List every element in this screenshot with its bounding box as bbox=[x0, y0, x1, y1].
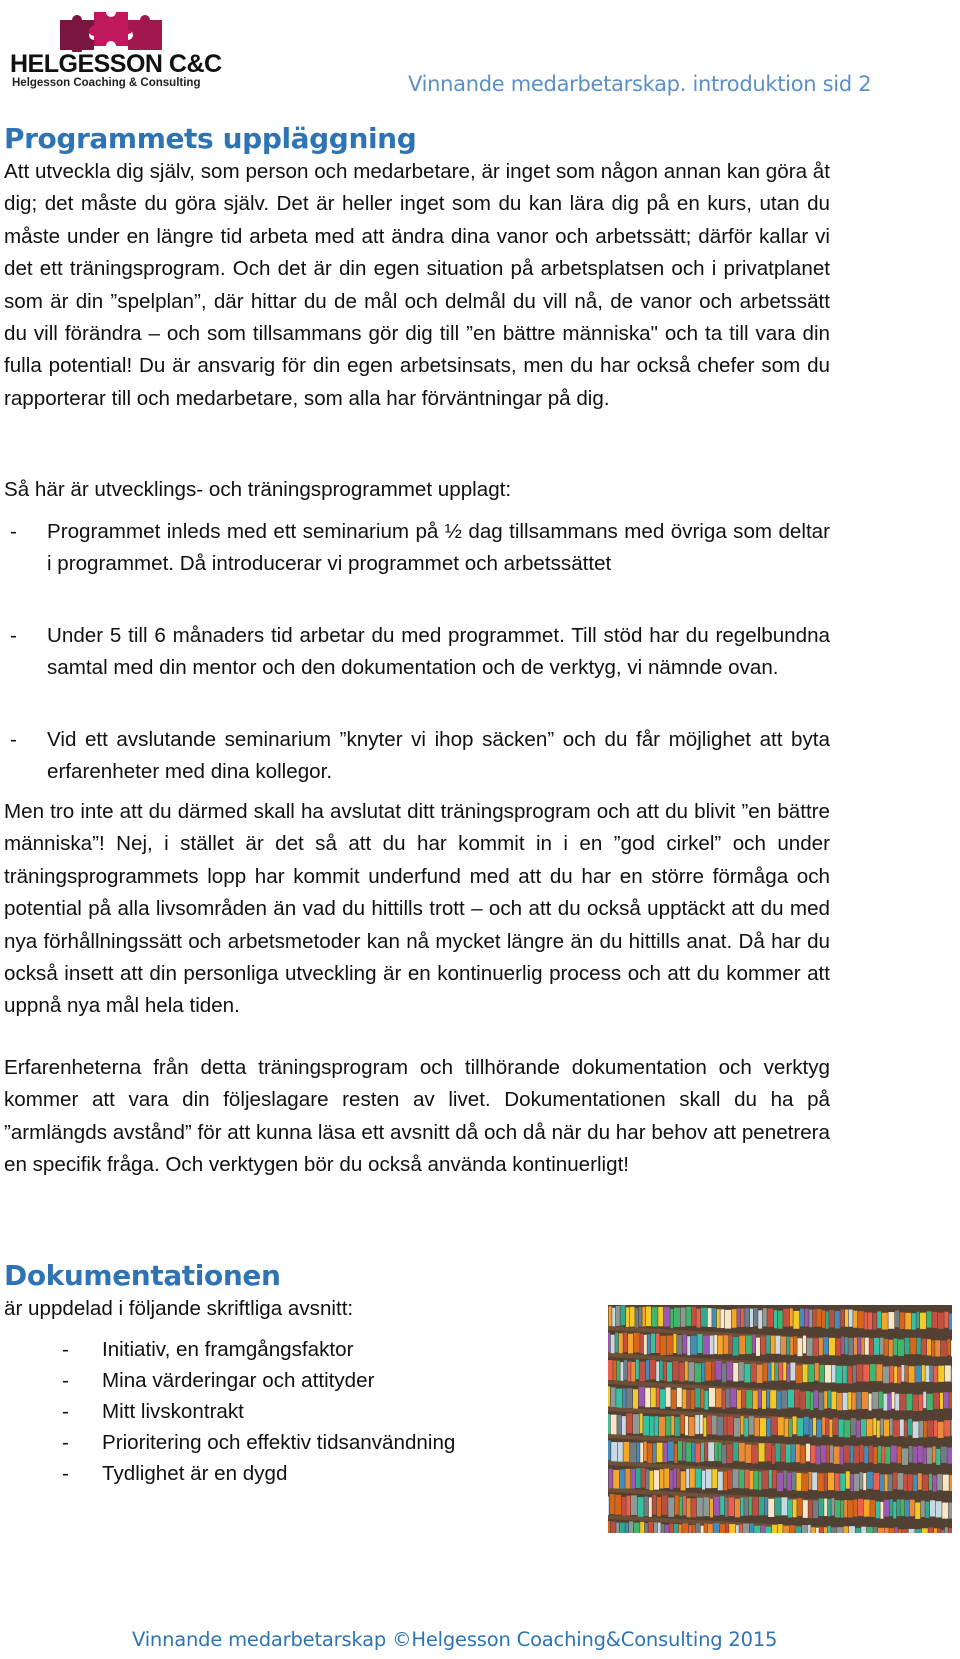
list-item-text: Under 5 till 6 månaders tid arbetar du med programmet. Till stöd har du regelbundna samtal med din mentor och den dokumentation och de verktyg, vi nämnde ovan. bbox=[47, 624, 830, 680]
logo-wordmark: HELGESSON C&C bbox=[10, 50, 222, 78]
list-dash: - bbox=[10, 520, 17, 543]
logo-subtitle: Helgesson Coaching & Consulting bbox=[12, 77, 201, 89]
documentation-item-text: Mina värderingar och attityder bbox=[102, 1369, 375, 1392]
list-dash: - bbox=[62, 1369, 69, 1392]
company-logo bbox=[8, 6, 222, 90]
intro-paragraph: Att utveckla dig själv, som person och medarbetare, är inget som någon annan kan göra åt dig; det måste du göra själv. Det är heller inget som du kan lära dig på en kurs, utan du måste under en längre tid arbeta med att ändra dina vanor och arbetssätt; därför kallar vi det ett träningsprogram. Och det är din egen situation på arbetsplatsen och i privatplanet som är din ”spelplan”, där hittar du de mål och delmål du vill nå, de vanor och arbetssätt du vill förändra – och som tillsammans gör dig till ”en bättre människa" och ta till vara din fulla potential! Du är ansvarig för din egen arbetsinsats, men du har också chefer som du rapporterar till och medarbetare, som alla har förväntningar på dig. bbox=[4, 160, 830, 410]
documentation-item-text: Mitt livskontrakt bbox=[102, 1400, 244, 1423]
list-dash: - bbox=[62, 1462, 69, 1485]
photo-light-overlay bbox=[608, 1305, 952, 1533]
running-head: Vinnande medarbetarskap. introduktion sid 2 bbox=[408, 72, 872, 96]
documentation-list-item bbox=[62, 1365, 374, 1397]
list-item bbox=[4, 516, 830, 581]
documentation-item-text: Initiativ, en framgångsfaktor bbox=[102, 1338, 354, 1361]
documentation-list-item bbox=[62, 1334, 353, 1366]
list-dash: - bbox=[10, 728, 17, 751]
list-item-text: Vid ett avslutande seminarium ”knyter vi ihop säcken” och du får möjlighet att byta erfarenheter med dina kollegor. bbox=[47, 728, 830, 784]
list-item-text: Programmet inleds med ett seminarium på ½ dag tillsammans med övriga som deltar i programmet. Då introducerar vi programmet och arbetssättet bbox=[47, 520, 830, 576]
documentation-list-item bbox=[62, 1458, 287, 1490]
section-heading-dokumentationen: Dokumentationen bbox=[4, 1259, 281, 1292]
puzzle-logo-icon bbox=[56, 6, 168, 52]
list-dash: - bbox=[10, 624, 17, 647]
documentation-item-text: Tydlighet är en dygd bbox=[102, 1462, 288, 1485]
list-dash: - bbox=[62, 1338, 69, 1361]
list-dash: - bbox=[62, 1400, 69, 1423]
documentation-list-item bbox=[62, 1427, 455, 1459]
bookshelf-photo bbox=[608, 1305, 952, 1533]
list-item bbox=[4, 620, 830, 685]
list-dash: - bbox=[62, 1431, 69, 1454]
page-footer: Vinnande medarbetarskap ©Helgesson Coaching&Consulting 2015 bbox=[132, 1628, 778, 1651]
list-item bbox=[4, 724, 830, 789]
documentation-list-item bbox=[62, 1396, 244, 1428]
program-lead-text: Så här är utvecklings- och träningsprogrammet upplagt: bbox=[4, 478, 512, 501]
bookshelf-illustration bbox=[608, 1305, 952, 1533]
paragraph-erfarenheterna: Erfarenheterna från detta träningsprogram och tillhörande dokumentation och verktyg kommer att vara din följeslagare resten av livet. Dokumentationen skall du ha på ”armlängds avstånd” för att kunna läsa ett avsnitt då och då när du har behov att penetrera en specifik fråga. Och verktygen bör du också använda kontinuerligt! bbox=[4, 1056, 830, 1177]
documentation-lead-text: är uppdelad i följande skriftliga avsnitt: bbox=[4, 1297, 354, 1320]
section-heading-programmets-upplaggning: Programmets uppläggning bbox=[4, 122, 417, 155]
documentation-item-text: Prioritering och effektiv tidsanvändning bbox=[102, 1431, 456, 1454]
paragraph-god-cirkel: Men tro inte att du därmed skall ha avslutat ditt träningsprogram och att du blivit ”en bättre människa”! Nej, i stället är det så att du har kommit in i en ”god cirkel” och under träningsprogrammets lopp har kommit underfund med att du har en större förmåga och potential på alla livsområden än vad du hittills trott – och att du också upptäckt att du med nya förhållningssätt och arbetsmetoder kan nå mycket längre än du hittills anat. Då har du också insett att din personliga utveckling är en kontinuerlig process och att du kommer att uppnå nya mål hela tiden. bbox=[4, 800, 830, 1018]
